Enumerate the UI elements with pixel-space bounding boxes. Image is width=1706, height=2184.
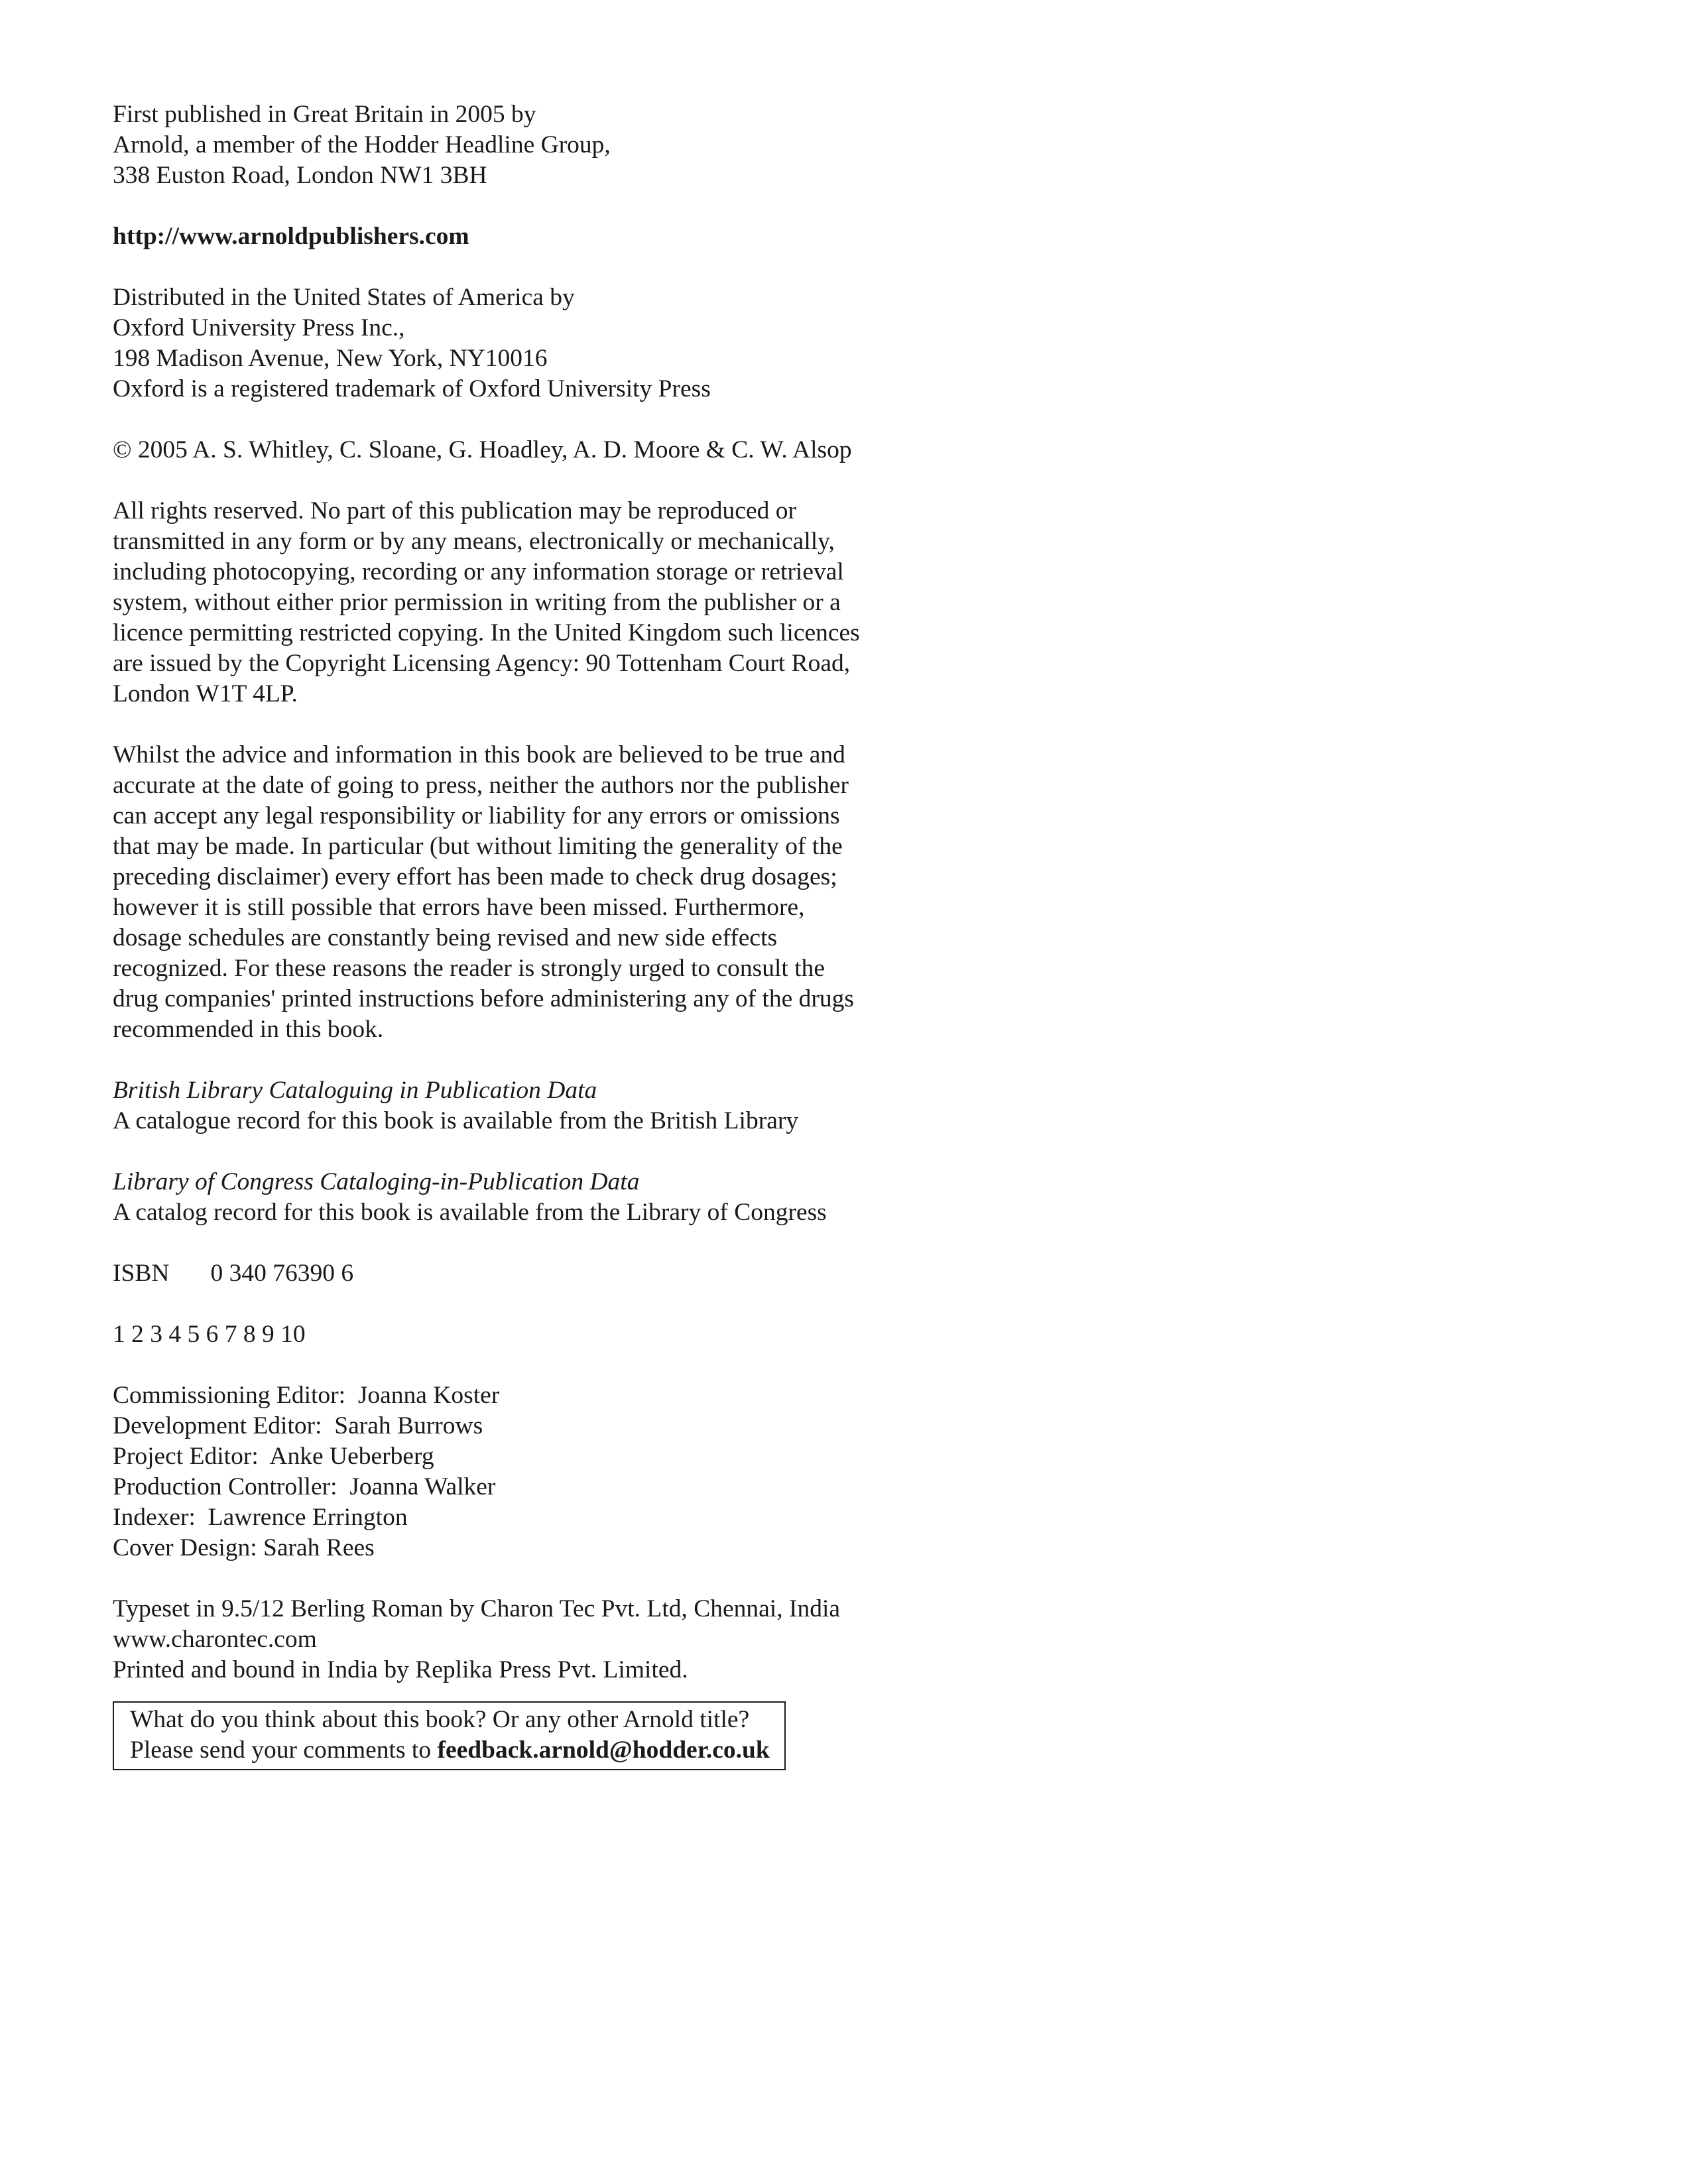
library-of-congress-heading: Library of Congress Cataloging-in-Publication Data xyxy=(113,1168,640,1195)
disclaimer-block xyxy=(113,740,975,1045)
disclaimer-line: recommended in this book. xyxy=(113,1016,384,1043)
print-line: 1 2 3 4 5 6 7 8 9 10 xyxy=(113,1321,306,1348)
distribution-line: Oxford University Press Inc., xyxy=(113,314,405,341)
credit-line: Project Editor: Anke Ueberberg xyxy=(113,1443,434,1470)
publisher-line: First published in Great Britain in 2005 by xyxy=(113,101,536,128)
typesetter-website[interactable]: www.charontec.com xyxy=(113,1626,317,1653)
disclaimer-line: accurate at the date of going to press, neither the authors nor the publisher xyxy=(113,772,849,799)
disclaimer-line: Whilst the advice and information in this book are believed to be true and xyxy=(113,741,845,768)
feedback-request xyxy=(130,1735,770,1766)
feedback-prefix: Please send your comments to xyxy=(130,1736,438,1764)
copyright-line: © 2005 A. S. Whitley, C. Sloane, G. Hoadley, A. D. Moore & C. W. Alsop xyxy=(113,436,852,463)
typeset-line: Typeset in 9.5/12 Berling Roman by Charon Tec Pvt. Ltd, Chennai, India xyxy=(113,1595,841,1622)
british-library-block xyxy=(113,1075,975,1136)
rights-line: system, without either prior permission in writing from the publisher or a xyxy=(113,589,841,616)
credit-line: Development Editor: Sarah Burrows xyxy=(113,1412,483,1439)
rights-line: are issued by the Copyright Licensing Agency: 90 Tottenham Court Road, xyxy=(113,650,851,677)
isbn-block xyxy=(113,1258,975,1289)
disclaimer-line: can accept any legal responsibility or liability for any errors or omissions xyxy=(113,802,840,829)
publisher-block xyxy=(113,99,975,191)
printer-line: Printed and bound in India by Replika Press Pvt. Limited. xyxy=(113,1656,688,1683)
feedback-email-link[interactable]: feedback.arnold@hodder.co.uk xyxy=(437,1736,770,1764)
credit-line: Commissioning Editor: Joanna Koster xyxy=(113,1382,500,1409)
distribution-line: Distributed in the United States of America by xyxy=(113,284,575,311)
copyright-notice xyxy=(113,435,975,465)
isbn-line xyxy=(113,1258,975,1289)
rights-line: licence permitting restricted copying. In the United Kingdom such licences xyxy=(113,619,860,646)
website-block xyxy=(113,221,975,252)
disclaimer-line: that may be made. In particular (but without limiting the generality of the xyxy=(113,833,843,860)
print-line-block xyxy=(113,1319,975,1350)
british-library-heading: British Library Cataloguing in Publication Data xyxy=(113,1077,597,1104)
disclaimer-line: drug companies' printed instructions before administering any of the drugs xyxy=(113,985,854,1012)
isbn-label: ISBN xyxy=(113,1260,170,1287)
publisher-line: 338 Euston Road, London NW1 3BH xyxy=(113,162,487,189)
disclaimer-line: dosage schedules are constantly being revised and new side effects xyxy=(113,924,778,951)
credit-line: Production Controller: Joanna Walker xyxy=(113,1473,496,1500)
rights-block xyxy=(113,496,975,709)
credit-line: Indexer: Lawrence Errington xyxy=(113,1504,408,1531)
copyright-page xyxy=(113,99,975,1770)
distribution-line: 198 Madison Avenue, New York, NY10016 xyxy=(113,345,548,372)
publisher-website-link[interactable]: http://www.arnoldpublishers.com xyxy=(113,223,469,250)
publisher-line: Arnold, a member of the Hodder Headline Group, xyxy=(113,131,611,158)
library-of-congress-text: A catalog record for this book is available from the Library of Congress xyxy=(113,1199,827,1226)
disclaimer-line: however it is still possible that errors have been missed. Furthermore, xyxy=(113,894,805,921)
library-of-congress-block xyxy=(113,1167,975,1228)
feedback-question: What do you think about this book? Or any other Arnold title? xyxy=(130,1706,750,1733)
disclaimer-line: preceding disclaimer) every effort has been made to check drug dosages; xyxy=(113,863,837,890)
distribution-line: Oxford is a registered trademark of Oxford University Press xyxy=(113,375,711,402)
credits-block xyxy=(113,1380,975,1563)
rights-line: transmitted in any form or by any means, electronically or mechanically, xyxy=(113,528,835,555)
distribution-block xyxy=(113,282,975,404)
british-library-text: A catalogue record for this book is available from the British Library xyxy=(113,1107,799,1134)
rights-line: All rights reserved. No part of this publication may be reproduced or xyxy=(113,497,796,524)
rights-line: including photocopying, recording or any information storage or retrieval xyxy=(113,558,844,585)
rights-line: London W1T 4LP. xyxy=(113,680,298,707)
disclaimer-line: recognized. For these reasons the reader is strongly urged to consult the xyxy=(113,955,825,982)
typeset-block xyxy=(113,1594,975,1685)
isbn-value: 0 340 76390 6 xyxy=(210,1260,354,1287)
feedback-box xyxy=(113,1701,786,1770)
credit-line: Cover Design: Sarah Rees xyxy=(113,1534,375,1561)
